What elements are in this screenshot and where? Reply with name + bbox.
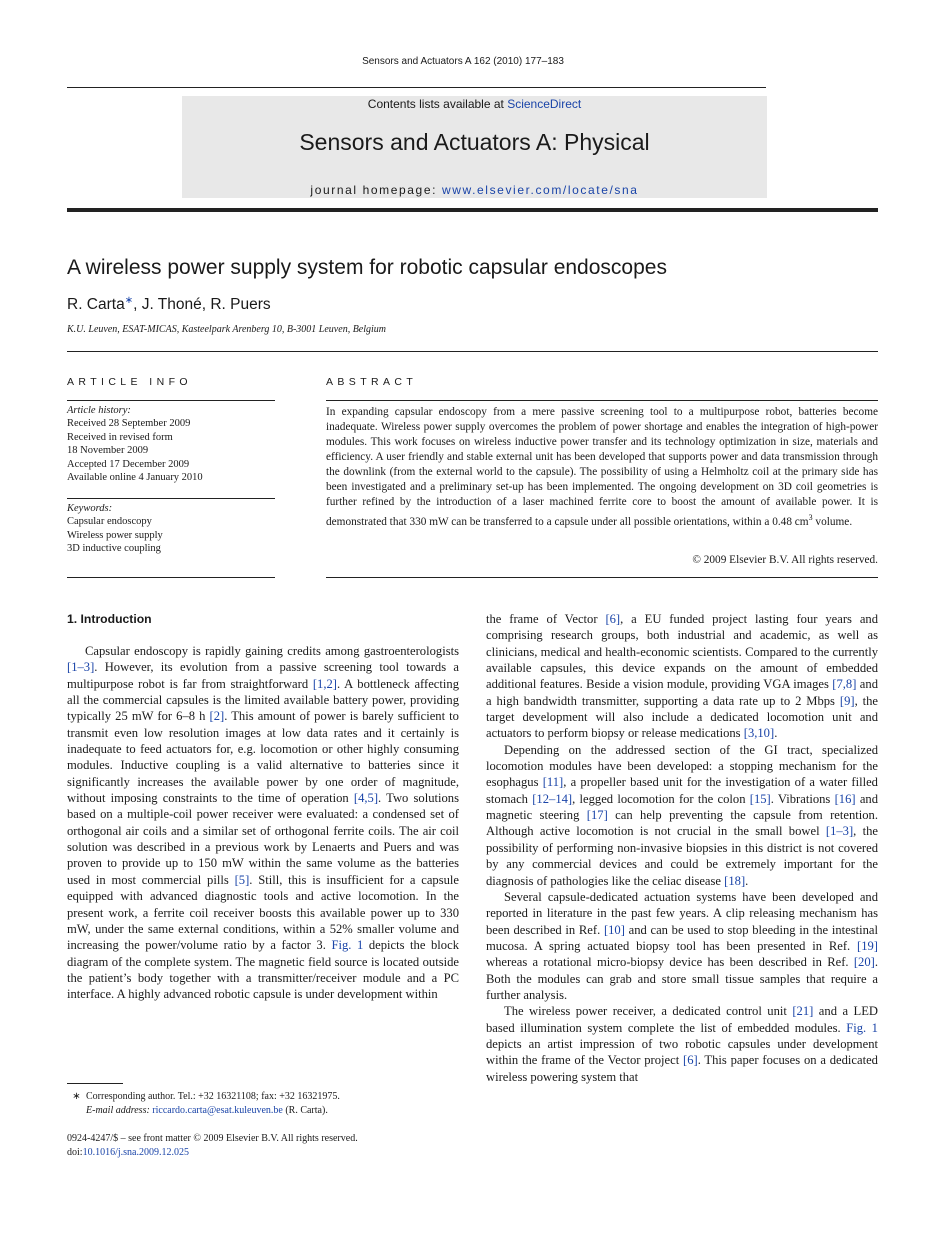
doi-line: doi:10.1016/j.sna.2009.12.025 — [67, 1146, 189, 1158]
authors-rest: , J. Thoné, R. Puers — [133, 296, 271, 314]
reference-link[interactable]: [11] — [542, 775, 564, 790]
history-line: Available online 4 January 2010 — [67, 472, 203, 484]
right-column-body — [486, 611, 878, 1085]
paragraph — [486, 889, 878, 1003]
reference-link[interactable]: Fig. 1 — [331, 938, 364, 953]
title-rule — [67, 351, 878, 352]
paragraph-text: , a propeller based unit for the investigation of a water filled stomach — [486, 775, 878, 806]
section-heading-introduction: 1. Introduction — [67, 612, 152, 626]
paragraph-text: . Both the modules can grab and store small tissue samples that require a further analysis. — [486, 955, 878, 1002]
paragraph-text: . This paper focuses on a dedicated wireless powering system that — [486, 1053, 878, 1084]
reference-link[interactable]: [1–3] — [67, 660, 95, 675]
front-matter — [67, 1132, 358, 1159]
reference-link[interactable]: [2] — [209, 709, 225, 724]
journal-name: Sensors and Actuators A: Physical — [299, 129, 650, 155]
reference-link[interactable]: [4,5] — [353, 791, 379, 806]
article-info-heading: ARTICLE INFO — [67, 376, 192, 388]
copyright: © 2009 Elsevier B.V. All rights reserved. — [692, 554, 878, 566]
footnote-rule — [67, 1083, 123, 1084]
paragraph-text: the frame of Vector — [486, 612, 606, 626]
article-title: A wireless power supply system for robotic capsular endoscopes — [67, 256, 667, 279]
contents-prefix: Contents lists available at — [367, 97, 508, 111]
info-rule-1 — [67, 400, 275, 401]
history-line: Accepted 17 December 2009 — [67, 458, 190, 470]
reference-link[interactable]: [10] — [603, 922, 625, 937]
paragraph-text: . Two solutions based on a multiple-coil power receiver were evaluated: a condensed set of orthogonal air coils and a similar set of orthogonal ferrite coils. The air coil solution was described in a previous work by Lenaerts and Puers and was proven to provide up to 150 mW within the same volume as the batteries used in most commercial pills — [67, 791, 459, 887]
article-history — [67, 404, 277, 484]
reference-link[interactable]: [1–3] — [825, 824, 854, 839]
paragraph-text: , legged locomotion for the colon — [572, 791, 750, 806]
history-line: 18 November 2009 — [67, 445, 149, 457]
header-rule — [67, 87, 766, 88]
corresponding-mark-link[interactable]: ∗ — [124, 295, 134, 306]
abstract-rule-1 — [326, 400, 878, 401]
paragraph-text: , a EU funded project lasting four years and comprising research groups, both industrial and academic, as well as clinicians, medical and health-economic scientists. Compared to the currently available capsules, this device expands on the amount of embedded additional features. Beside a vision module, providing VGA images — [486, 612, 878, 692]
reference-link[interactable]: [17] — [586, 808, 608, 823]
paragraph-text: Capsular endoscopy is rapidly gaining credits among gastroenterologists — [85, 644, 459, 658]
paragraph-text: and a high bandwidth transmitter, supporting a data rate up to 2 Mbps — [486, 677, 878, 708]
reference-link[interactable]: [5] — [234, 872, 250, 887]
homepage-line — [182, 183, 767, 197]
issn-line: 0924-4247/$ – see front matter © 2009 Elsevier B.V. All rights reserved. — [67, 1133, 358, 1144]
paragraph — [486, 1003, 878, 1085]
reference-link[interactable]: [15] — [749, 791, 771, 806]
paragraph-text: and a LED based illumination system complete the list of embedded modules. — [486, 1004, 879, 1035]
paragraph-text: . Still, this is insufficient for a capsule equipped with advanced diagnostic tools and active locomotion. In the present work, a ferrite coil receiver boosts this available power up to 330 mW, under the same external conditions, within a 52% smaller volume and increasing the power/volume ratio by a factor 3. — [67, 872, 460, 953]
affiliation: K.U. Leuven, ESAT-MICAS, Kasteelpark Arenberg 10, B-3001 Leuven, Belgium — [67, 324, 387, 335]
reference-link[interactable]: [12–14] — [532, 791, 573, 806]
paragraph-text: , the target development will also include a dedicated locomotion unit and actuators to perform biopsy or release medications — [486, 693, 878, 741]
homepage-link[interactable]: www.elsevier.com/locate/sna — [441, 183, 639, 197]
footnote-corresponding: ∗ Corresponding author. Tel.: +32 16321108; fax: +32 16321975. — [72, 1091, 340, 1102]
footnote — [67, 1090, 462, 1117]
author-carta: R. Carta — [67, 296, 125, 314]
sciencedirect-link[interactable]: ScienceDirect — [507, 97, 582, 111]
paragraph-text: and magnetic steering — [486, 791, 878, 823]
keyword-item: 3D inductive coupling — [67, 543, 161, 555]
footnote-email: E-mail address: riccardo.carta@esat.kuleuven.be (R. Carta). — [86, 1104, 328, 1116]
reference-link[interactable]: Fig. 1 — [846, 1020, 878, 1035]
paragraph-text: depicts the block diagram of the complete system. The magnetic field source is located outside the patient’s body together with a transmitter/receiver module and a PC interface. A highly advanced robotic capsule is under development within — [67, 938, 459, 1002]
paragraph-text: and can be used to stop bleeding in the intestinal mucosa. A spring actuated biopsy tool has been presented in Ref. — [486, 922, 878, 953]
keyword-item: Capsular endoscopy — [67, 516, 152, 528]
history-title: Article history: — [67, 405, 131, 416]
reference-link[interactable]: [7,8] — [832, 677, 857, 692]
abstract-text: In expanding capsular endoscopy from a mere passive screening tool to a multipurpose robot, batteries become inadequate. Wireless power supply overcomes the problem of power shortage and enables the integration of high-power modules. This work focuses on wireless inductive power transfer and its technology optimization in size, materials and efficiency. A user friendly and stable external unit has been developed that supports power and data transmission through the downlink (from the external world to the capsule). The possibility of using a Helmholtz coil at the primary side has been investigated and a preliminary set-up has been implemented. The ongoing development on 3D coil geometries is further refined by the introduction of a laser machined ferrite core to boost the amount of available power. It is demonstrated that 330 mW can be transferred to a capsule under all possible orientations, within a 0.48 $cm^3$ volume. — [326, 406, 878, 528]
paragraph-text: . However, its evolution from a passive screening tool towards a multipurpose robot is far from straightforward — [67, 660, 459, 691]
paragraph-text: Depending on the addressed section of the GI tract, specialized locomotion modules have been developed: a stopping mechanism for the esophagus — [486, 742, 878, 790]
paragraph-text: . — [745, 873, 749, 888]
paragraph-text: depicts an artist impression of two robotic capsules under development within the frame of the Vector project — [486, 1036, 878, 1068]
paragraph-text: The wireless power receiver, a dedicated control unit — [504, 1004, 793, 1019]
paragraph-text: Several capsule-dedicated actuation systems have been developed and reported in literature in the past few years. A clip releasing mechanism has been described in Ref. — [486, 889, 878, 937]
header-thick-rule — [67, 208, 878, 212]
paragraph — [67, 643, 459, 1003]
left-column-body — [67, 643, 459, 1003]
info-rule-3 — [67, 577, 275, 578]
paragraph — [486, 611, 878, 742]
history-line: Received 28 September 2009 — [67, 418, 191, 430]
reference-link[interactable]: [18] — [724, 873, 746, 888]
keyword-item: Wireless power supply — [67, 529, 163, 541]
reference-link[interactable]: [3,10] — [743, 726, 775, 741]
doi-link[interactable]: 10.1016/j.sna.2009.12.025 — [82, 1146, 189, 1158]
running-head: Sensors and Actuators A 162 (2010) 177–183 — [362, 56, 564, 67]
email-link[interactable]: riccardo.carta@esat.kuleuven.be — [152, 1104, 283, 1116]
keywords — [67, 502, 277, 556]
contents-line — [182, 97, 767, 111]
abstract-rule-2 — [326, 577, 878, 578]
paragraph-text: . Vibrations — [770, 791, 835, 806]
reference-link[interactable]: [21] — [792, 1004, 814, 1019]
reference-link[interactable]: [20] — [853, 955, 875, 970]
reference-link[interactable]: [6] — [605, 612, 621, 626]
history-line: Received in revised form — [67, 431, 173, 443]
paragraph — [486, 742, 878, 889]
paragraph-text: . A bottleneck affecting all the commercial capsules is the limited available battery power, providing typically 25 mW for 6–8 h — [67, 676, 459, 724]
reference-link[interactable]: [19] — [857, 938, 878, 953]
reference-link[interactable]: [6] — [683, 1053, 698, 1068]
paragraph-text: . This amount of power is barely sufficient to transmit even low resolution images at low data rates and it certainly is inadequate to feed actuators for, e.g. locomotion or other highly consuming modules. Inductive coupling is a valid alternative to batteries since it significantly increases the available power by one order of magnitude, without imposing constraints to the time of operation — [67, 709, 459, 806]
info-rule-2 — [67, 498, 275, 499]
authors — [67, 295, 271, 314]
paragraph-text: can help preventing the capsule from retention. Although active locomotion is not crucial in the small bowel — [486, 808, 879, 839]
paragraph-text: whereas a rotational micro-biopsy device has been described in Ref. — [486, 955, 854, 970]
homepage-prefix: journal homepage: — [310, 183, 442, 197]
reference-link[interactable]: [9] — [839, 693, 855, 708]
paragraph-text: . — [774, 726, 778, 741]
reference-link[interactable]: [1,2] — [312, 676, 337, 691]
abstract-heading: ABSTRACT — [326, 376, 418, 388]
reference-link[interactable]: [16] — [834, 791, 856, 806]
keywords-title: Keywords: — [67, 503, 113, 514]
paragraph-text: , the possibility of performing non-invasive biopsies in this district is not covered by any commercial devices and could be extremely important for the diagnosis of pathologies like the celiac disease — [486, 824, 878, 888]
